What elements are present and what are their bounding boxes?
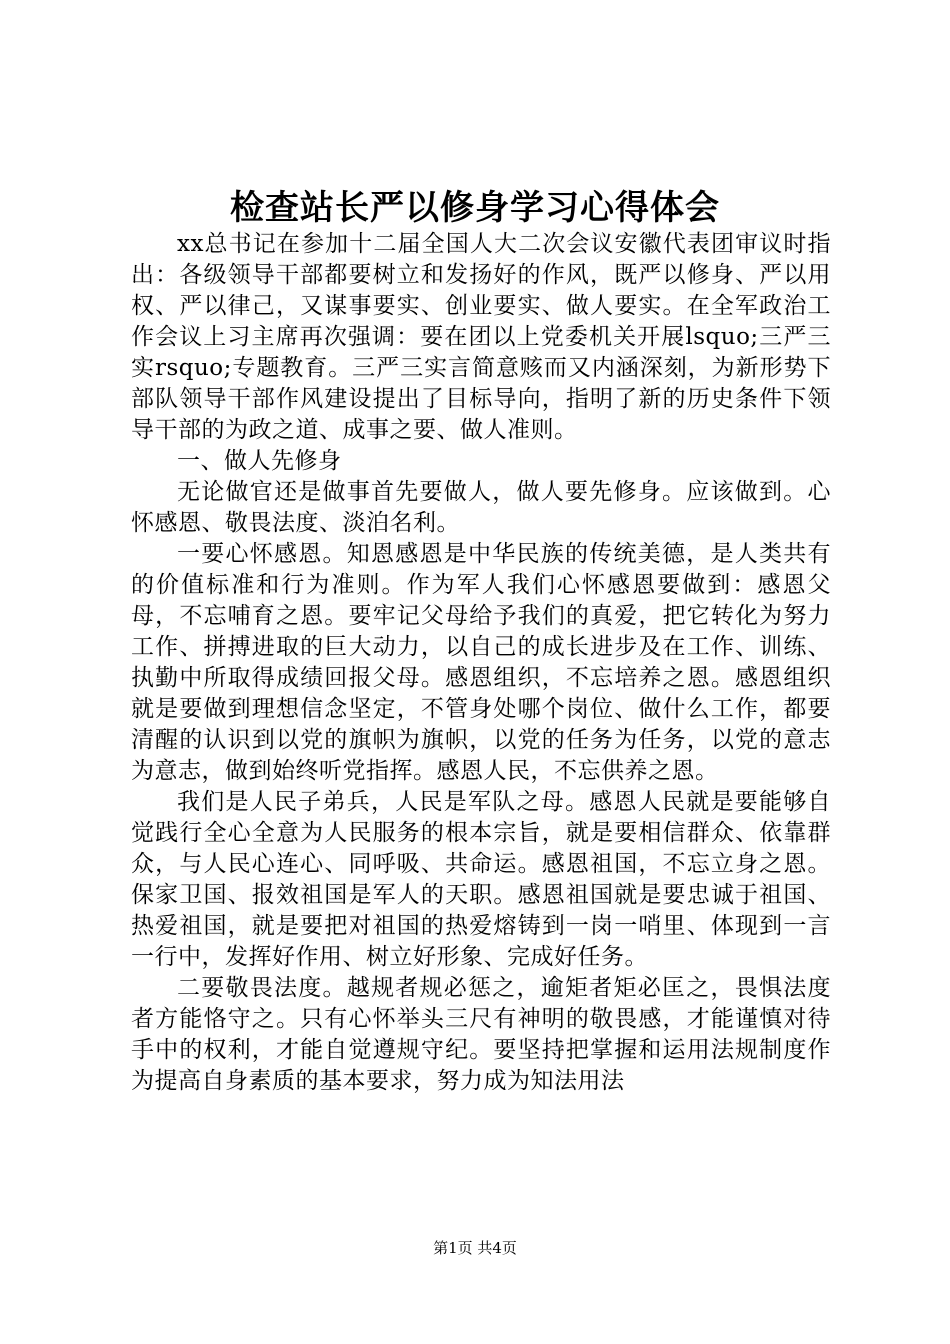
paragraph: 我们是人民子弟兵，人民是军队之母。感恩人民就是要能够自觉践行全心全意为人民服务的根本宗旨，就是要相信群众、依靠群众，与人民心连心、同呼吸、共命运。感恩祖国，不忘立身之恩。保家卫国、报效祖国是军人的天职。感恩祖国就是要忠诚于祖国、热爱祖国，就是要把对祖国的热爱熔铸到一岗一哨里、体现到一言一行中，发挥好作用、树立好形象、完成好任务。 xyxy=(131,789,831,970)
document-body xyxy=(131,229,831,1097)
paragraph-intro: xx总书记在参加十二届全国人大二次会议安徽代表团审议时指出：各级领导干部都要树立和发扬好的作风，既严以修身、严以用权、严以律己，又谋事要实、创业要实、做人要实。在全军政治工作会议上习主席再次强调：要在团以上党委机关开展lsquo;三严三实rsquo;专题教育。三严三实言简意赅而又内涵深刻，为新形势下部队领导干部作风建设提出了目标导向，指明了新的历史条件下领导干部的为政之道、成事之要、做人准则。 xyxy=(131,231,831,443)
paragraph: 一要心怀感恩。知恩感恩是中华民族的传统美德，是人类共有的价值标准和行为准则。作为军人我们心怀感恩要做到：感恩父母，不忘哺育之恩。要牢记父母给予我们的真爱，把它转化为努力工作、拼搏进取的巨大动力，以自己的成长进步及在工作、训练、执勤中所取得成绩回报父母。感恩组织，不忘培养之恩。感恩组织就是要做到理想信念坚定，不管身处哪个岗位、做什么工作，都要清醒的认识到以党的旗帜为旗帜，以党的任务为任务，以党的意志为意志，做到始终听党指挥。感恩人民，不忘供养之恩。 xyxy=(131,541,831,784)
section-heading: 一、做人先修身 xyxy=(177,448,342,474)
page-number-footer: 第1页 共4页 xyxy=(433,1239,517,1257)
document-title: 检查站长严以修身学习心得体会 xyxy=(230,188,720,228)
paragraph: 无论做官还是做事首先要做人，做人要先修身。应该做到。心怀感恩、敬畏法度、淡泊名利。 xyxy=(131,479,831,536)
paragraph: 二要敬畏法度。越规者规必惩之，逾矩者矩必匡之，畏惧法度者方能恪守之。只有心怀举头三尺有神明的敬畏感，才能谨慎对待手中的权利，才能自觉遵规守纪。要坚持把掌握和运用法规制度作为提高自身素质的基本要求，努力成为知法用法 xyxy=(131,975,831,1094)
